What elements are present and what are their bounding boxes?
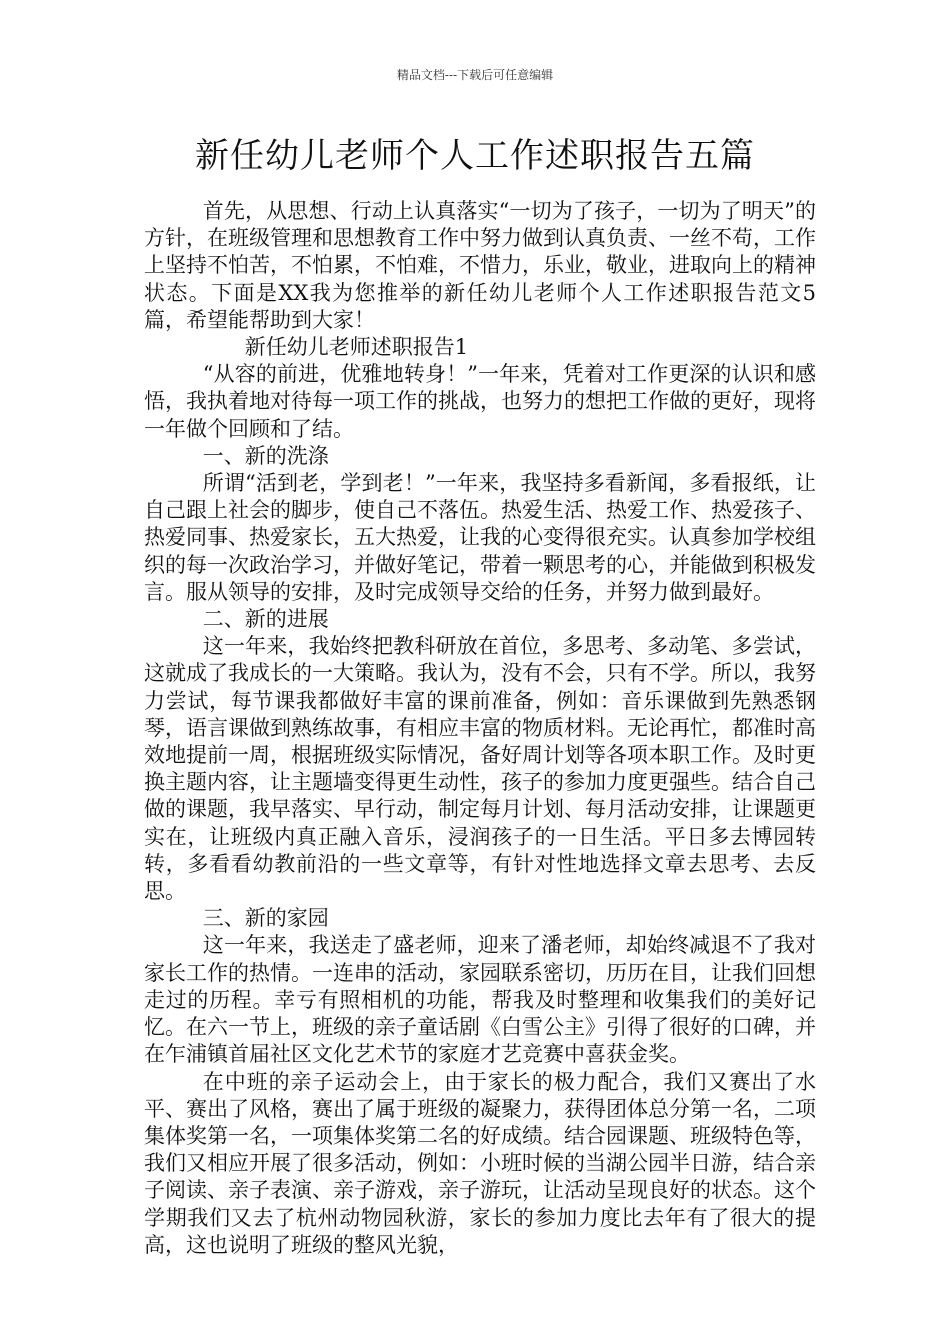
intro-paragraph: 首先，从思想、行动上认真落实“一切为了孩子，一切为了明天”的方针，在班级管理和思想教育工作中努力做到认真负责、一丝不苟，工作上坚持不怕苦，不怕累，不怕难，不惜力，乐业，敬业，进取向上的精神状态。下面是XX我为您推举的新任幼儿老师个人工作述职报告范文5篇，希望能帮助到大家！ xyxy=(144,199,816,332)
body-paragraph: 在中班的亲子运动会上，由于家长的极力配合，我们又赛出了水平、赛出了风格，赛出了属于班级的凝聚力，获得团体总分第一名，二项集体奖第一名，一项集体奖第二名的好成绩。结合园课题、班级特色等，我们又相应开展了很多活动，例如：小班时候的当湖公园半日游，结合亲子阅读、亲子表演、亲子游戏，亲子游玩，让活动呈现良好的状态。这个学期我们又去了杭州动物园秋游，家长的参加力度比去年有了很大的提高，这也说明了班级的整风光貌， xyxy=(144,1069,816,1257)
body-paragraph: 这一年来，我始终把教科研放在首位，多思考、多动笔、多尝试，这就成了我成长的一大策略。我认为，没有不会，只有不学。所以，我努力尝试，每节课我都做好丰富的课前准备，例如：音乐课做到先熟悉钢琴，语言课做到熟练故事，有相应丰富的物质材料。无论再忙，都准时高效地提前一周，根据班级实际情况，备好周计划等各项本职工作。及时更换主题内容，让主题墙变得更生动性，孩子的参加力度更强些。结合自己做的课题，我早落实、早行动，制定每月计划、每月活动安排，让课题更实在，让班级内真正融入音乐，浸润孩子的一日生活。平日多去博园转转，多看看幼教前沿的一些文章等，有针对性地选择文章去思考、去反思。 xyxy=(144,634,816,904)
page-header-note: 精品文档---下载后可任意编辑 xyxy=(396,68,554,82)
body-paragraph: “从容的前进，优雅地转身！”一年来，凭着对工作更深的认识和感悟，我执着地对待每一项工作的挑战，也努力的想把工作做的更好，现将一年做个回顾和了结。 xyxy=(144,362,816,441)
report-subtitle: 新任幼儿老师述职报告1 xyxy=(244,335,469,360)
body-paragraph: 所谓“活到老，学到老！”一年来，我坚持多看新闻，多看报纸，让自己跟上社会的脚步，使自己不落伍。热爱生活、热爱工作、热爱孩子、热爱同事、热爱家长，五大热爱，让我的心变得很充实。认真参加学校组织的每一次政治学习，并做好笔记，带着一颗思考的心，并能做到积极发言。服从领导的安排，及时完成领导交给的任务，并努力做到最好。 xyxy=(144,471,816,604)
section-heading: 一、新的洗涤 xyxy=(202,443,329,468)
document-title: 新任幼儿老师个人工作述职报告五篇 xyxy=(195,136,755,176)
section-heading: 三、新的家园 xyxy=(202,906,329,931)
section-heading: 二、新的进展 xyxy=(202,607,329,632)
body-paragraph: 这一年来，我送走了盛老师，迎来了潘老师，却始终减退不了我对家长工作的热情。一连串的活动，家园联系密切，历历在目，让我们回想走过的历程。幸亏有照相机的功能，帮我及时整理和收集我们的美好记忆。在六一节上，班级的亲子童话剧《白雪公主》引得了很好的口碑，并在乍浦镇首届社区文化艺术节的家庭才艺竞赛中喜获金奖。 xyxy=(144,933,816,1067)
document-body xyxy=(144,198,816,1259)
